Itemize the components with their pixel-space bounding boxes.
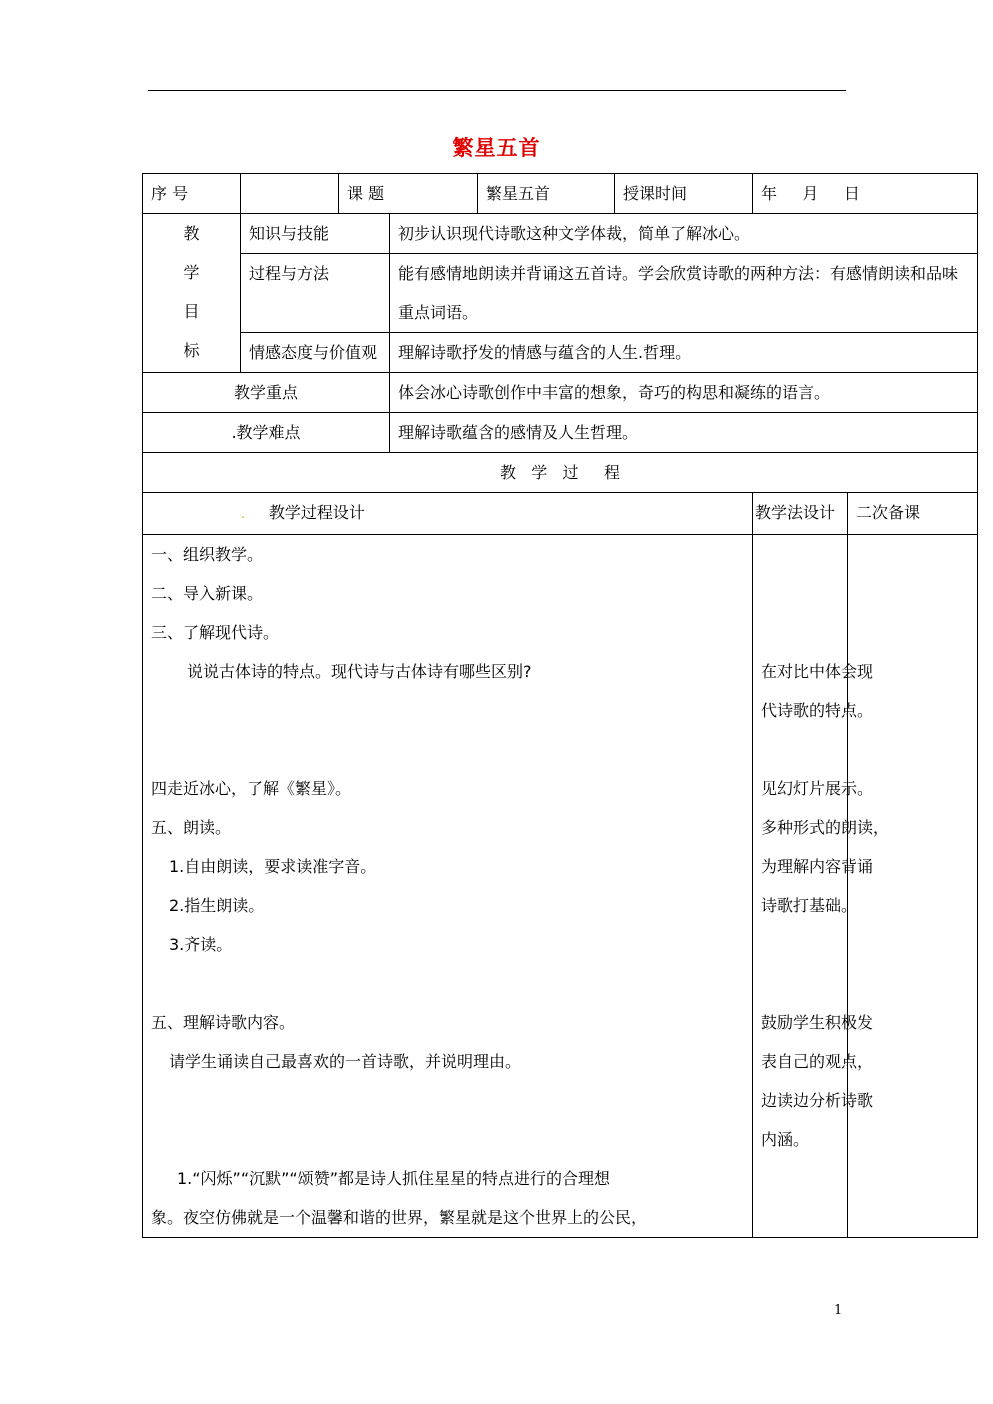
method-line: 诗歌打基础。: [761, 896, 858, 915]
method-line: [761, 1198, 839, 1237]
method-line: 在对比中体会现: [761, 662, 874, 681]
process-line: [151, 1081, 744, 1120]
method-line: 见幻灯片展示。: [761, 779, 874, 798]
second-column-header: 二次备课: [848, 493, 978, 535]
objective-row: [143, 333, 978, 373]
date-value: 年 月 日: [753, 174, 978, 214]
method-line: 代诗歌的特点。: [761, 701, 874, 720]
objective-category: 知识与技能: [241, 214, 390, 254]
info-row: [143, 174, 978, 214]
objective-row: [143, 214, 978, 254]
process-header-row: [143, 453, 978, 493]
method-line: [761, 730, 839, 769]
process-line: 说说古体诗的特点。现代诗与古体诗有哪些区别?: [187, 662, 532, 681]
process-columns-row: [143, 493, 978, 535]
process-line: 三、了解现代诗。: [151, 623, 280, 642]
method-line: 为理解内容背诵: [761, 857, 874, 876]
time-label: 授课时间: [615, 174, 753, 214]
lesson-plan-table: [142, 173, 978, 1238]
difficulty-label: .教学难点: [143, 413, 390, 453]
serial-label: 序 号: [143, 174, 241, 214]
process-header: 教 学 过 程: [143, 453, 978, 493]
difficulty-content: 理解诗歌蕴含的感情及人生哲理。: [390, 413, 978, 453]
header-rule: [148, 90, 846, 91]
objectives-label: [143, 214, 241, 373]
key-point-label: 教学重点: [143, 373, 390, 413]
page-number: 1: [834, 1303, 843, 1318]
objective-row: [143, 254, 978, 333]
process-line: 五、理解诗歌内容。: [151, 1013, 296, 1032]
process-design-cell: [143, 535, 753, 1238]
key-point-row: [143, 373, 978, 413]
design-column-header: [143, 493, 753, 535]
process-line: 2.指生朗读。: [169, 896, 265, 915]
process-line: [151, 964, 744, 1003]
method-line: [761, 964, 839, 1003]
objectives-label-char: 学: [183, 263, 200, 282]
process-line: [151, 730, 744, 769]
process-line: 1.“闪烁”“沉默”“颂赞”都是诗人抓住星星的特点进行的合理想: [177, 1169, 611, 1188]
process-line: 五、朗读。: [151, 818, 232, 837]
topic-value: 繁星五首: [478, 174, 615, 214]
method-line: 多种形式的朗读，: [761, 818, 890, 837]
topic-label: 课 题: [339, 174, 478, 214]
design-column-label: 教学过程设计: [268, 503, 365, 522]
serial-value: [241, 174, 339, 214]
process-line: 3.齐读。: [169, 935, 233, 954]
objectives-label-char: 教: [183, 224, 200, 243]
dot-mark: .: [241, 507, 245, 521]
process-line: 一、组织教学。: [151, 545, 264, 564]
process-line: [151, 691, 744, 730]
method-line: [761, 535, 839, 574]
process-line: 二、导入新课。: [151, 584, 264, 603]
method-line: 边读边分析诗歌: [761, 1091, 874, 1110]
method-line: 表自己的观点，: [761, 1052, 874, 1071]
process-line: [151, 1120, 744, 1159]
method-line: [761, 925, 839, 964]
method-line: [761, 1159, 839, 1198]
second-prep-cell: [848, 535, 978, 1238]
objectives-label-char: 标: [183, 341, 200, 360]
process-method-cell: [753, 535, 890, 1238]
objective-content: 理解诗歌抒发的情感与蕴含的人生.哲理。: [390, 333, 978, 373]
method-column-header: 教学法设计: [753, 493, 848, 535]
process-line: 象。夜空仿佛就是一个温馨和谐的世界，繁星就是这个世界上的公民，: [151, 1208, 648, 1227]
objective-content: 初步认识现代诗歌这种文学体裁，简单了解冰心。: [390, 214, 978, 254]
process-line: 四走近冰心，了解《繁星》。: [151, 779, 352, 798]
method-line: 鼓励学生积极发: [761, 1013, 874, 1032]
objective-category: 情感态度与价值观: [241, 333, 390, 373]
objective-category: 过程与方法: [241, 254, 390, 333]
process-body-row: [143, 535, 978, 1238]
method-line: 内涵。: [761, 1130, 810, 1149]
process-line: 请学生诵读自己最喜欢的一首诗歌，并说明理由。: [169, 1052, 522, 1071]
objective-content: 能有感情地朗读并背诵这五首诗。学会欣赏诗歌的两种方法：有感情朗读和品味重点词语。: [390, 254, 978, 333]
process-line: 1.自由朗读，要求读准字音。: [169, 857, 377, 876]
page-title: 繁星五首: [452, 136, 541, 160]
method-line: [761, 574, 839, 613]
method-line: [761, 613, 839, 652]
key-point-content: 体会冰心诗歌创作中丰富的想象，奇巧的构思和凝练的语言。: [390, 373, 978, 413]
difficulty-row: [143, 413, 978, 453]
objectives-label-char: 目: [183, 302, 200, 321]
